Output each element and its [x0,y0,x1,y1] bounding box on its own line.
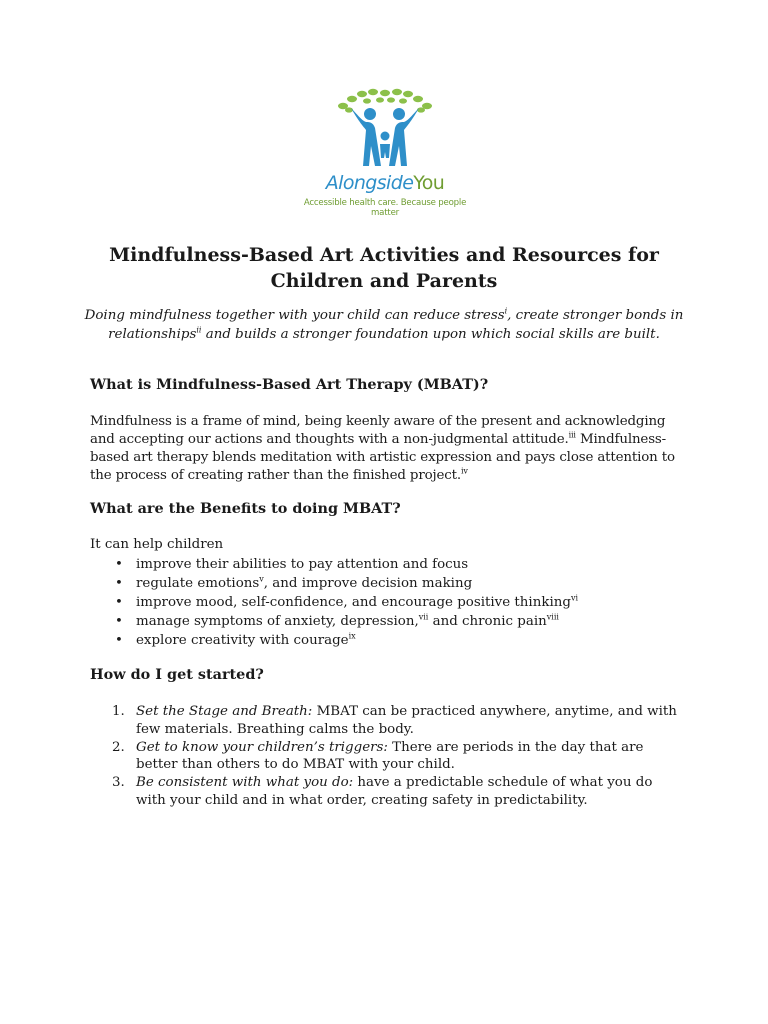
bullet-icon: • [115,595,123,610]
logo-name-alongside: Alongside [325,172,414,194]
step-number: 3. [112,775,125,790]
section-heading-what-is-mbat: What is Mindfulness-Based Art Therapy (MBAT)? [90,376,489,393]
logo-tagline: Accessible health care. Because people matter [303,198,467,218]
footnote-ref: iii [568,430,576,440]
intro-text-3: and builds a stronger foundation upon which social skills are built. [201,327,660,342]
definition-text-2: Mindfulness-based art therapy blends meditation with artistic expression and pays close attention to the process of creating rather than the finished project. [90,432,675,483]
document-title: Mindfulness-Based Art Activities and Resources for Children and Parents [109,244,659,292]
bullet-icon: • [115,614,123,629]
benefits-list [90,555,690,650]
step-text: There are periods in the day that are better than others to do MBAT with your child. [136,739,644,772]
bullet-text: improve their abilities to pay attention and focus [136,557,469,572]
step-label: Set the Stage and Breath: [136,704,313,719]
footnote-ref: ix [348,631,356,641]
list-item [90,774,682,809]
list-item [90,593,690,612]
list-item [90,555,690,574]
alongside-you-logo [290,88,480,218]
intro-text-2: , create stronger bonds in relationships [108,308,684,342]
tree-family-icon [333,88,437,174]
footnote-ref: v [259,574,264,584]
footnote-ref: iv [460,466,468,476]
list-item [90,631,690,650]
bullet-icon: • [115,557,123,572]
mbat-definition-paragraph [90,413,682,485]
list-item [90,612,690,631]
bullet-icon: • [115,633,123,648]
step-text: MBAT can be practiced anywhere, anytime, and with few materials. Breathing calms the body. [136,704,677,737]
bullet-icon: • [115,576,123,591]
intro-paragraph [80,306,688,344]
step-label: Get to know your children’s triggers: [136,739,388,755]
footnote-ref: viii [546,612,559,622]
logo-wordmark [290,172,480,194]
bullet-text: improve mood, self-confidence, and encourage positive thinking [136,595,571,610]
steps-list [90,703,682,810]
list-item [90,574,690,593]
logo-name-you: You [413,172,445,194]
step-number: 2. [112,739,125,755]
step-label: Be consistent with what you do: [136,775,354,790]
step-number: 1. [112,704,125,719]
benefits-lead-text: It can help children [90,537,224,552]
intro-text-1: Doing mindfulness together with your child can reduce stress [84,308,505,323]
footnote-ref: ii [196,325,202,335]
section-heading-get-started: How do I get started? [90,666,264,683]
bullet-text: manage symptoms of anxiety, depression, [136,614,419,629]
footnote-ref: i [504,306,508,316]
list-item [90,739,682,774]
step-text: have a predictable schedule of what you do with your child and in what order, creating safety in predictability. [136,775,653,808]
bullet-text: explore creativity with courage [136,633,349,648]
list-item [90,703,682,738]
definition-text-1: Mindfulness is a frame of mind, being keenly aware of the present and acknowledging and accepting our actions and thoughts with a non-judgmental attitude. [90,414,666,447]
bullet-text-cont: , and improve decision making [263,576,473,591]
footnote-ref: vii [418,612,429,622]
bullet-text: regulate emotions [136,576,260,591]
footnote-ref: vi [570,593,579,603]
bullet-text-cont: and chronic pain [428,614,547,629]
section-heading-benefits: What are the Benefits to doing MBAT? [90,500,401,517]
